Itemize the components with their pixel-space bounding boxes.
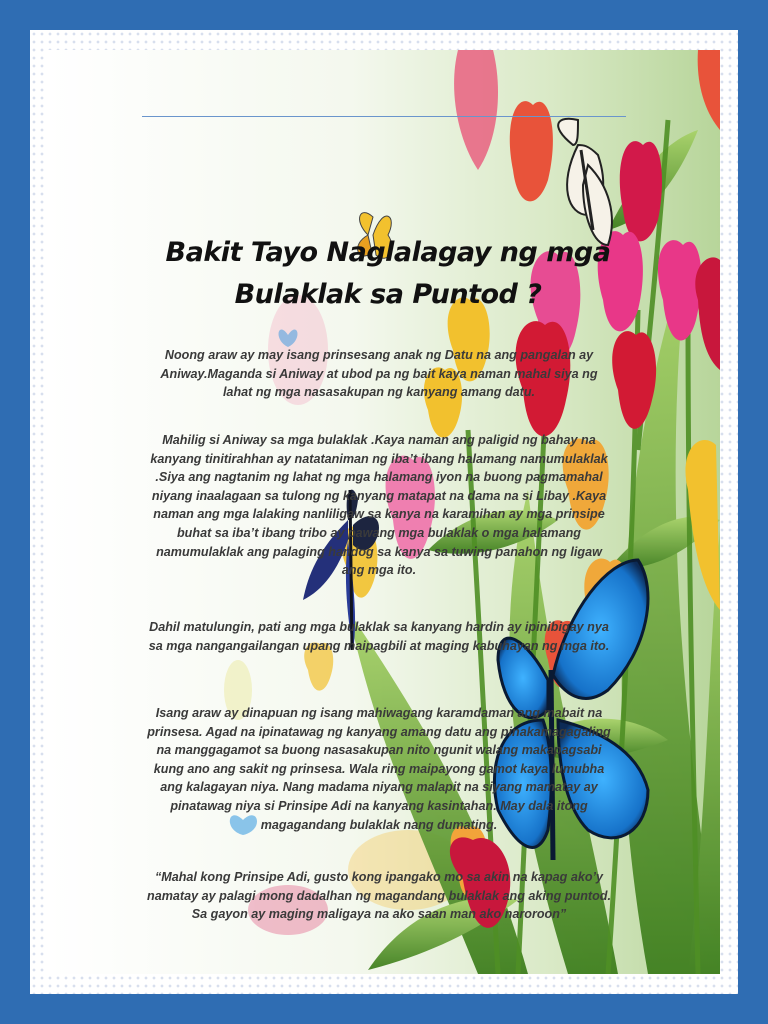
document-title (148, 232, 628, 316)
paragraph-4: Isang araw ay dinapuan ng isang mahiwagang karamdaman ang mabait na prinsesa. Agad na ipinatawag ng kanyang amang datu ang pinakamagagaling na manggagamot sa buong nasasakupan nito ngunit walang makapagsabi kung ano ang sakit ng prinsesa. Wala ring maipayong gamot kaya lumubha ang kalagayan niya. Nang madama niyang malapit na siyang mamatay ay pinatawag niya si Prinsipe Adi na kanyang kasintahan. May dala itong magagandang bulaklak nang dumating. (147, 706, 611, 832)
title-line-2: Bulaklak sa Puntod ? (234, 279, 542, 310)
header-rule (142, 116, 626, 117)
document-page (48, 50, 720, 974)
paragraph-1: Noong araw ay may isang prinsesang anak ng Datu na ang pangalan ay Aniway.Maganda si Aniway at ubod pa ng bait kaya naman mahal siya ng lahat ng mga nasasakupan ng kanyang amang datu. (160, 348, 598, 400)
paragraph-5: “Mahal kong Prinsipe Adi, gusto kong ipangako mo sa akin na kapag ako’y namatay ay palagi mong dadalhan ng magandang bulaklak ang aking puntod. Sa gayon ay maging maligaya na ako saan man ako naroroon” (147, 870, 611, 922)
title-line-1: Bakit Tayo Naglalagay ng mga (165, 237, 611, 268)
paragraph-3: Dahil matulungin, pati ang mga bulaklak sa kanyang hardin ay ipinibigay nya sa mga nangangailangan upang maipagbili at maging kabuhayan ng mga ito. (148, 620, 610, 653)
paragraph-2: Mahilig si Aniway sa mga bulaklak .Kaya naman ang paligid ng bahay na kanyang tinitirahhan ay natataniman ng iba’t ibang halamang namumulaklak .Siya ang nagtanim ng lahat ng mga halamang iyon na buong pagmamahal niyang inaalagaan sa tulong ng kanyang matapat na dama na si Libay .Kaya naman ang mga lalaking nanliligaw sa kanya na karamihan ay mga prinsipe buhat sa iba’t ibang tribo ay pawang mga bulaklak o mga halamang namumulaklak ang palaging handog sa kanya sa tuwing panahon ng ligaw ang mga ito. (150, 433, 608, 578)
